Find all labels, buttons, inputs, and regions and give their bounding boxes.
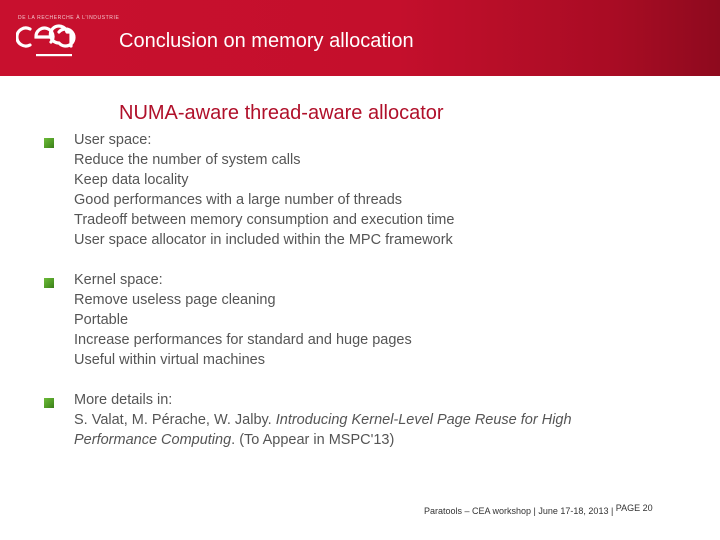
footer <box>424 503 653 516</box>
paper-title-part2: Performance Computing <box>74 432 232 448</box>
footer-text: Paratools – CEA workshop | June 17-18, 2013 | <box>424 506 616 516</box>
kernel-space-section <box>74 270 412 370</box>
bullet-marker <box>44 398 54 408</box>
list-item: Reduce the number of system calls <box>74 152 301 168</box>
more-details-section <box>74 390 572 450</box>
reference-line-1 <box>74 410 572 430</box>
user-space-section <box>74 130 454 250</box>
paper-title-part1: Introducing Kernel-Level Page Reuse for High <box>275 412 572 428</box>
section-heading: User space: <box>74 132 152 148</box>
list-item: Increase performances for standard and huge pages <box>74 332 412 348</box>
reference-authors: S. Valat, M. Pérache, W. Jalby. <box>74 412 276 428</box>
section-heading: Kernel space: <box>74 272 163 288</box>
reference-note: . (To Appear in MSPC'13) <box>231 432 395 448</box>
bullet-marker <box>44 138 54 148</box>
bullet-marker <box>44 278 54 288</box>
slide-subtitle: NUMA-aware thread-aware allocator <box>119 102 444 124</box>
list-item: Remove useless page cleaning <box>74 292 276 308</box>
list-item: User space allocator in included within the MPC framework <box>74 232 453 248</box>
reference-line-2 <box>74 430 572 450</box>
list-item: Good performances with a large number of threads <box>74 192 403 208</box>
section-heading: More details in: <box>74 392 173 408</box>
slide-title: Conclusion on memory allocation <box>119 30 414 52</box>
page-number: PAGE 20 <box>615 503 653 513</box>
logo-tagline: DE LA RECHERCHE À L'INDUSTRIE <box>18 15 120 21</box>
cea-logo <box>16 24 76 58</box>
list-item: Useful within virtual machines <box>74 352 265 368</box>
list-item: Tradeoff between memory consumption and execution time <box>74 212 455 228</box>
list-item: Portable <box>74 312 129 328</box>
list-item: Keep data locality <box>74 172 189 188</box>
header-banner <box>0 0 720 76</box>
